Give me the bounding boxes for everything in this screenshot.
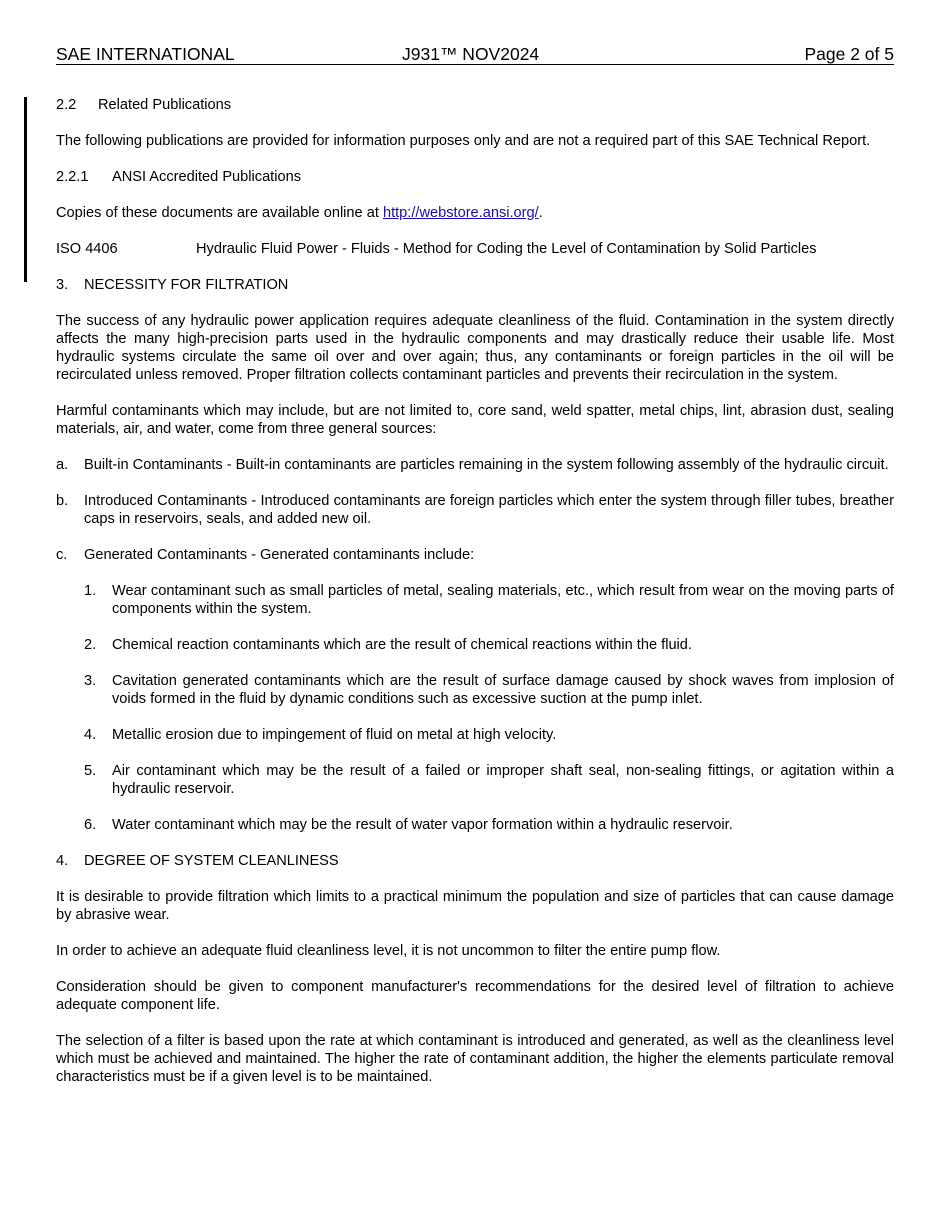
section-4-heading	[56, 852, 894, 870]
list-text: Air contaminant which may be the result of a failed or improper shaft seal, non-sealing fittings, or agitation within a hydraulic reservoir.	[112, 763, 894, 797]
reference-entry	[56, 240, 894, 258]
list-label: 5.	[84, 763, 97, 779]
document-body	[56, 96, 894, 1086]
page-header-wrapper	[56, 44, 894, 65]
ansi-webstore-link[interactable]: http://webstore.ansi.org/	[382, 205, 539, 221]
sub-list-item	[56, 672, 894, 708]
list-item	[56, 456, 894, 474]
paragraph: The following publications are provided for information purposes only and are not a required part of this SAE Technical Report.	[56, 133, 871, 149]
list-text: Generated Contaminants - Generated contaminants include:	[84, 547, 475, 563]
section-title: DEGREE OF SYSTEM CLEANLINESS	[84, 853, 339, 869]
header-page-number: Page 2 of 5	[804, 44, 894, 64]
sub-list-item	[56, 582, 894, 618]
section-number: 3.	[56, 277, 69, 293]
paragraph: Consideration should be given to component manufacturer's recommendations for the desired level of filtration to achieve adequate component life.	[56, 979, 894, 1013]
list-label: 4.	[84, 727, 97, 743]
section-2-2-1-heading	[56, 168, 894, 186]
list-text: Cavitation generated contaminants which are the result of surface damage caused by shock waves from implosion of voids formed in the fluid by dynamic conditions such as excessive suction at the pump inlet.	[112, 673, 894, 707]
paragraph: Harmful contaminants which may include, but are not limited to, core sand, weld spatter, metal chips, lint, abrasion dust, sealing materials, air, and water, come from three general sources:	[56, 403, 894, 437]
page-header	[56, 44, 894, 65]
list-label: b.	[56, 493, 69, 509]
header-organization: SAE INTERNATIONAL	[56, 44, 235, 64]
link-suffix: .	[538, 205, 543, 221]
section-number: 4.	[56, 853, 69, 869]
link-prefix: Copies of these documents are available online at	[56, 205, 383, 221]
sub-list-item	[56, 762, 894, 798]
list-text: Water contaminant which may be the result of water vapor formation within a hydraulic reservoir.	[112, 817, 733, 833]
list-label: 3.	[84, 673, 97, 689]
list-text: Built-in Contaminants - Built-in contaminants are particles remaining in the system following assembly of the hydraulic circuit.	[84, 457, 889, 473]
list-label: c.	[56, 547, 68, 563]
paragraph: In order to achieve an adequate fluid cleanliness level, it is not uncommon to filter the entire pump flow.	[56, 943, 721, 959]
list-text: Introduced Contaminants - Introduced contaminants are foreign particles which enter the system through filler tubes, breather caps in reservoirs, seals, and added new oil.	[84, 493, 894, 527]
list-text: Chemical reaction contaminants which are the result of chemical reactions within the fluid.	[112, 637, 692, 653]
section-number: 2.2.1	[56, 169, 89, 185]
section-title: ANSI Accredited Publications	[112, 169, 302, 185]
sub-list-item	[56, 636, 894, 654]
paragraph: It is desirable to provide filtration which limits to a practical minimum the population and size of particles that can cause damage by abrasive wear.	[56, 889, 894, 923]
list-item	[56, 546, 894, 564]
header-document-id: J931™ NOV2024	[402, 44, 540, 64]
reference-title: Hydraulic Fluid Power - Fluids - Method for Coding the Level of Contamination by Solid Particles	[196, 241, 817, 257]
revision-change-bar	[24, 97, 27, 282]
list-label: 6.	[84, 817, 97, 833]
section-2-2-heading	[56, 96, 894, 114]
list-text: Metallic erosion due to impingement of fluid on metal at high velocity.	[112, 727, 557, 743]
list-text: Wear contaminant such as small particles of metal, sealing materials, etc., which result from wear on the moving parts of components within the system.	[112, 583, 894, 617]
list-label: a.	[56, 457, 69, 473]
section-title: NECESSITY FOR FILTRATION	[84, 277, 289, 293]
sub-list-item	[56, 816, 894, 834]
paragraph: The success of any hydraulic power application requires adequate cleanliness of the fluid. Contamination in the system directly affects the many high-precision parts used in the hydraulic components and may drastically reduce their usable life. Most hydraulic systems circulate the same oil over and over again; thus, any contaminants or foreign particles in the oil will be recirculated unless removed. Proper filtration collects contaminant particles and prevents their recirculation in the system.	[56, 313, 894, 383]
section-number: 2.2	[56, 97, 77, 113]
section-3-heading	[56, 276, 894, 294]
sub-list-item	[56, 726, 894, 744]
list-label: 1.	[84, 583, 97, 599]
section-title: Related Publications	[98, 97, 232, 113]
reference-code: ISO 4406	[56, 241, 118, 257]
ansi-copies-paragraph	[56, 204, 894, 222]
list-label: 2.	[84, 637, 97, 653]
list-item	[56, 492, 894, 528]
paragraph: The selection of a filter is based upon the rate at which contaminant is introduced and generated, as well as the cleanliness level which must be achieved and maintained. The higher the rate of contaminant addition, the higher the elements particulate removal characteristics must be if a given level is to be maintained.	[56, 1033, 894, 1085]
